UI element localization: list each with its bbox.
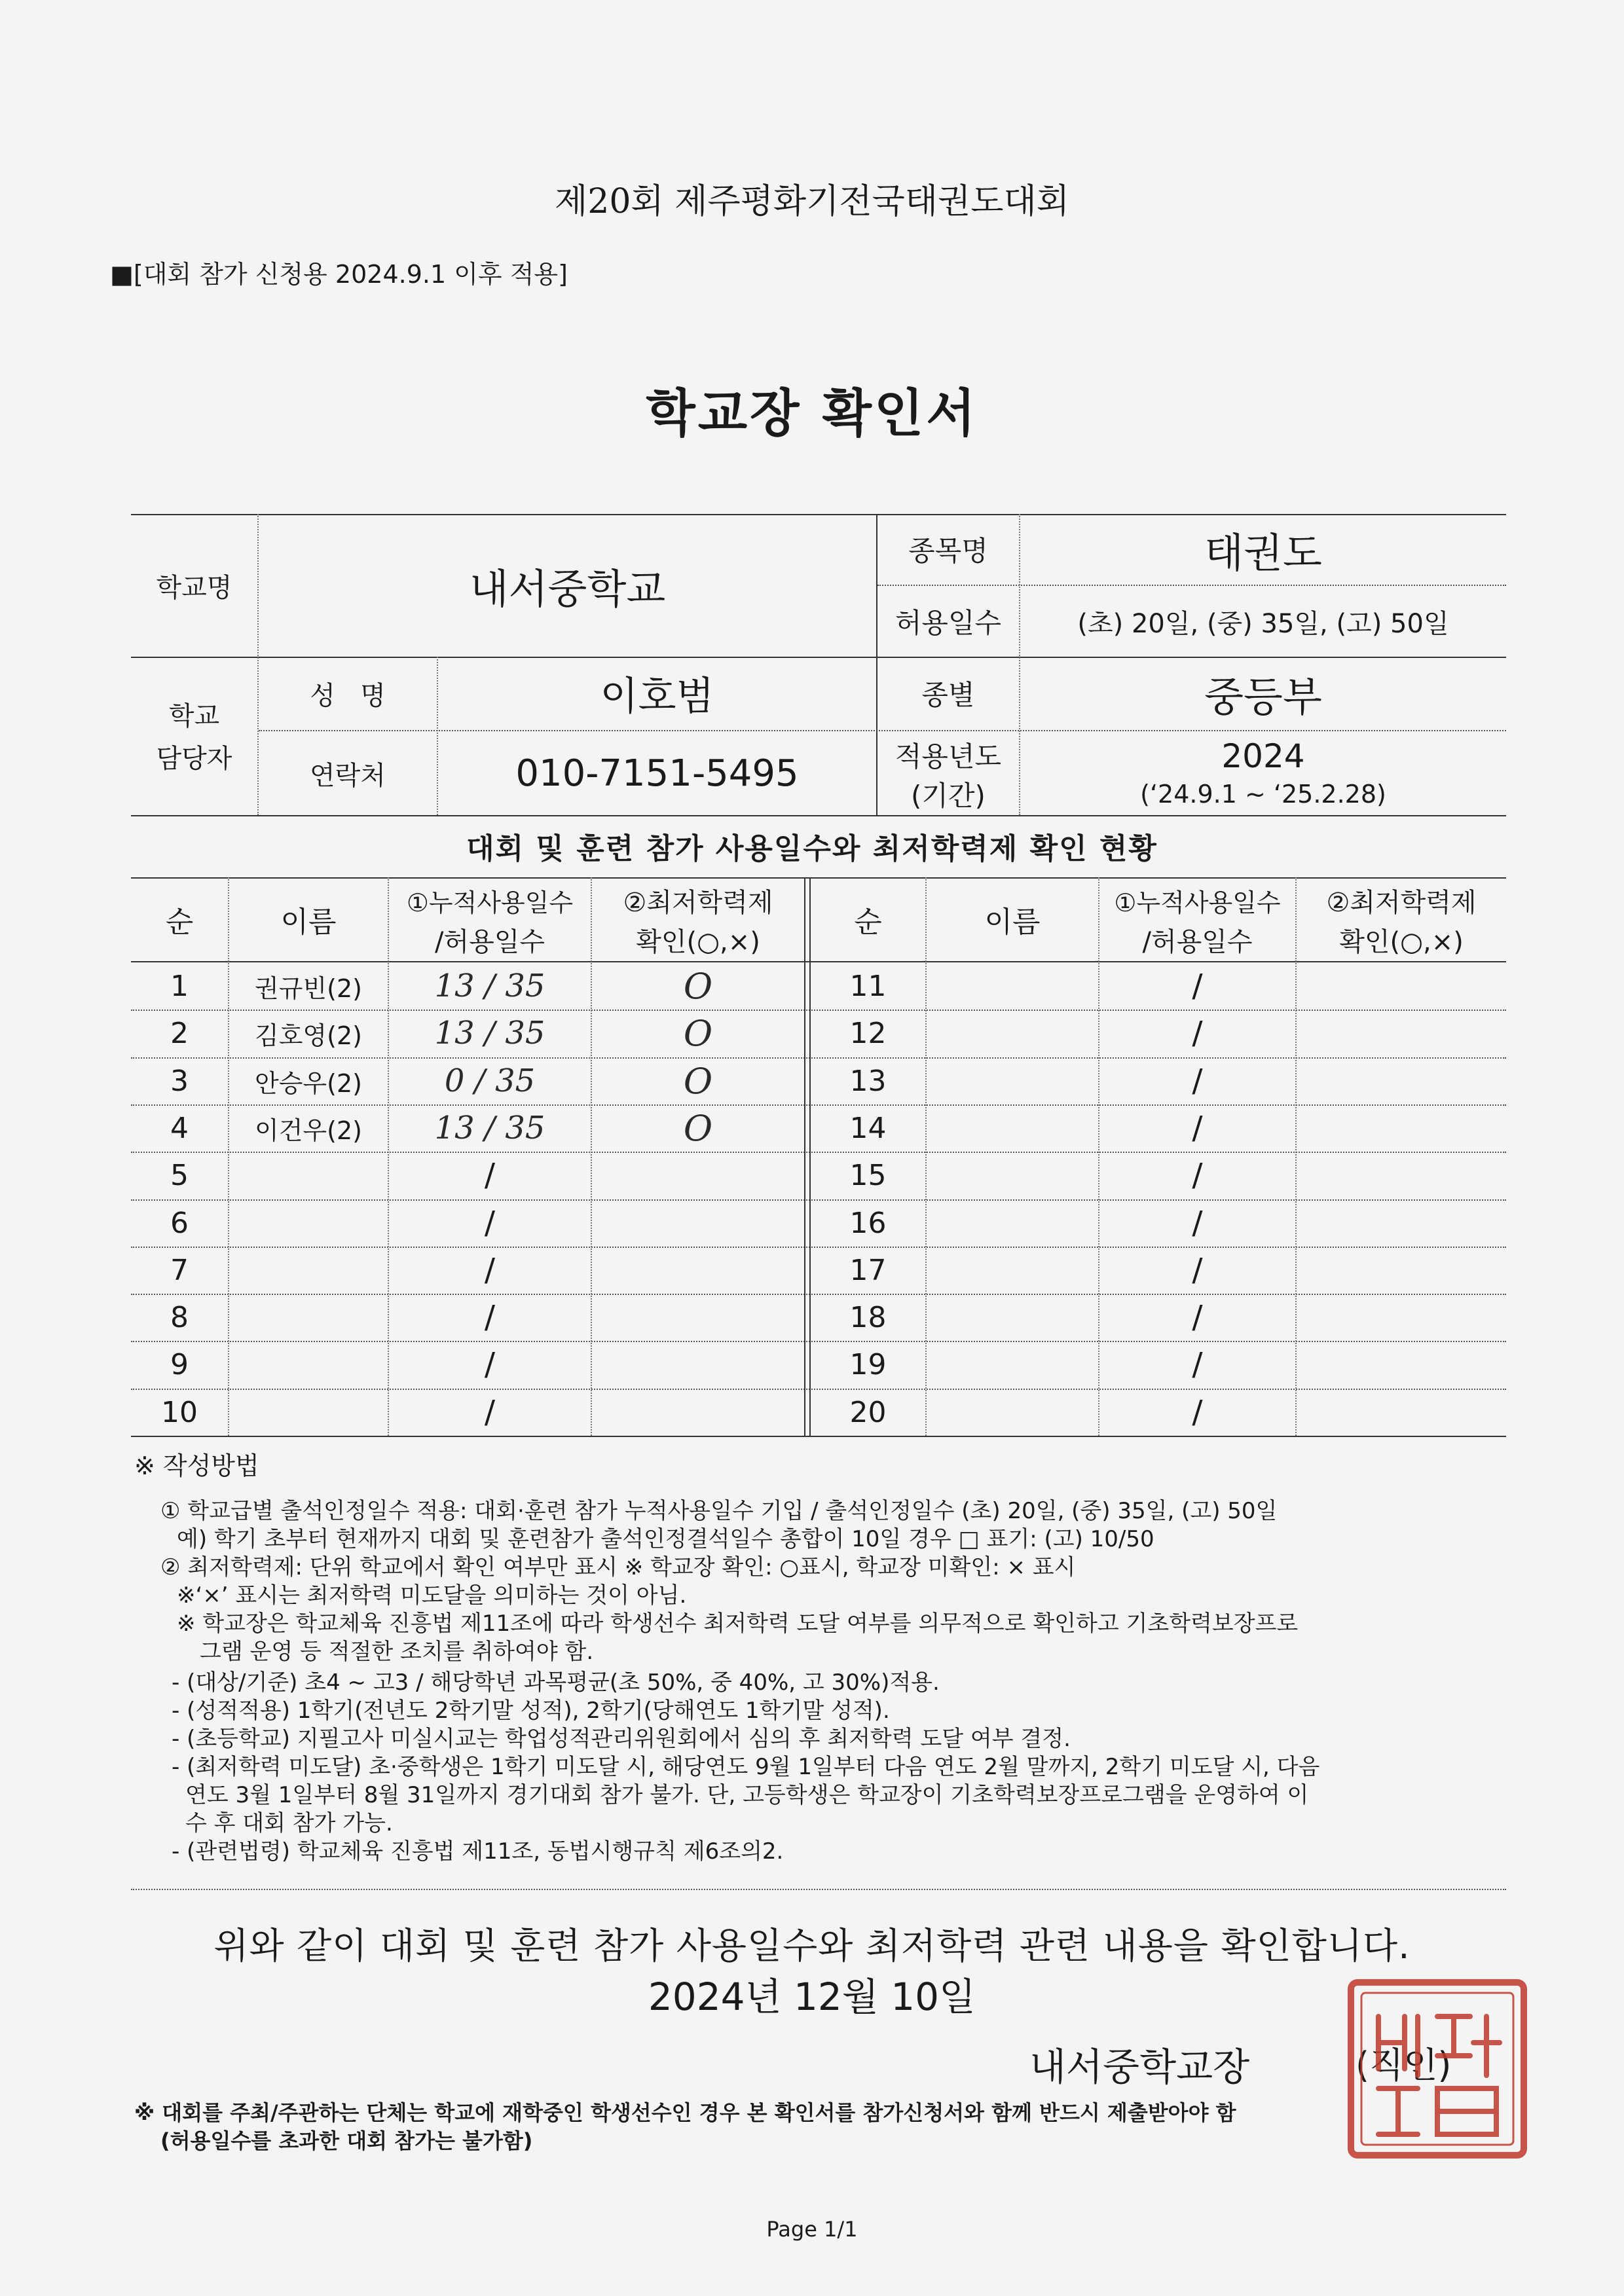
row-days: / (484, 1299, 496, 1336)
staff-label-line1: 학교 (168, 701, 220, 731)
row-days: 0 / 35 (444, 1063, 536, 1099)
note-line: ※ 학교장은 학교체육 진흥법 제11조에 따라 학생선수 최저학력 도달 여부를 의무적으로 확인하고 기초학력보장프로 (177, 1611, 1299, 1637)
allowed-days-value: (초) 20일, (중) 35일, (고) 50일 (1077, 608, 1449, 639)
row-check (1297, 1199, 1506, 1247)
row-no: 10 (161, 1395, 198, 1429)
row-check (592, 1199, 804, 1247)
row-no: 16 (849, 1206, 887, 1240)
row-check: O (683, 1107, 713, 1149)
col-check-header-left-line2: 확인(○,×) (636, 926, 760, 957)
note-line: - (성적적용) 1학기(전년도 2학기말 성적), 2학기(당해연도 1학기말 성적). (172, 1698, 890, 1724)
row-days: / (1192, 1346, 1203, 1383)
row-days: / (1192, 1157, 1203, 1194)
row-days: / (484, 1346, 496, 1383)
row-name (927, 1057, 1098, 1104)
row-name: 이건우(2) (255, 1116, 362, 1145)
school-name-label: 학교명 (156, 572, 232, 603)
note-line: - (초등학교) 지필고사 미실시교는 학업성적관리위원회에서 심의 후 최저학력 도달 여부 결정. (172, 1726, 1071, 1752)
sport-label: 종목명 (908, 535, 988, 567)
row-days: / (1192, 1205, 1203, 1241)
row-name: 권규빈(2) (255, 974, 362, 1003)
col-name-header-right: 이름 (984, 905, 1041, 939)
row-name (927, 1294, 1098, 1341)
row-check (1297, 962, 1506, 1010)
row-days: / (1192, 1015, 1203, 1051)
col-check-header-left-line1: ②최저학력제 (623, 887, 773, 918)
period-range: (‘24.9.1 ~ ‘25.2.28) (1140, 780, 1386, 809)
row-no: 12 (849, 1016, 887, 1050)
row-name: 김호영(2) (255, 1021, 362, 1050)
row-check (1297, 1152, 1506, 1199)
row-no: 4 (170, 1111, 189, 1145)
confirmation-date: 2024년 12월 10일 (648, 1975, 976, 2019)
row-check (592, 1294, 804, 1341)
col-days-header-right-line1: ①누적사용일수 (1114, 888, 1281, 917)
row-name (927, 1010, 1098, 1057)
col-days-header-left-line2: /허용일수 (434, 926, 545, 957)
note-line: - (관련법령) 학교체육 진흥법 제11조, 동법시행규칙 제6조의2. (172, 1838, 784, 1865)
col-days-header-left-line1: ①누적사용일수 (406, 888, 574, 917)
row-no: 11 (849, 969, 887, 1003)
row-days: / (484, 1157, 496, 1194)
row-no: 20 (849, 1395, 887, 1429)
row-check (1297, 1104, 1506, 1152)
row-days: / (1192, 1063, 1203, 1099)
note-line: - (대상/기준) 초4 ~ 고3 / 해당학년 과목평균(초 50%, 중 40%, 고 30%)적용. (172, 1669, 940, 1696)
row-days: / (1192, 1252, 1203, 1288)
row-name (229, 1294, 388, 1341)
row-name: 안승우(2) (255, 1068, 362, 1098)
row-name (927, 1152, 1098, 1199)
period-label-line1: 적용년도 (895, 740, 1002, 773)
col-no-header-left: 순 (165, 905, 194, 939)
row-days: / (484, 1205, 496, 1241)
row-check (1297, 1057, 1506, 1104)
row-days: 13 / 35 (434, 1110, 545, 1146)
staff-label-line2: 담당자 (156, 743, 232, 774)
row-name (927, 1104, 1098, 1152)
row-days: / (484, 1394, 496, 1430)
row-no: 2 (170, 1016, 189, 1050)
principal-name: 내서중학교장 (1029, 2045, 1250, 2089)
row-no: 6 (170, 1206, 189, 1240)
official-seal (1346, 1977, 1529, 2160)
footer-warning-line2: (허용일수를 초과한 대회 참가는 불가함) (160, 2128, 533, 2153)
row-days: 13 / 35 (434, 1015, 545, 1051)
row-no: 17 (849, 1253, 887, 1287)
row-check (592, 1152, 804, 1199)
row-check (1297, 1389, 1506, 1436)
col-days-header-right-line2: /허용일수 (1142, 926, 1253, 957)
confirmation-statement: 위와 같이 대회 및 훈련 참가 사용일수와 최저학력 관련 내용을 확인합니다. (213, 1925, 1411, 1967)
note-line: 연도 3월 1일부터 8월 31일까지 경기대회 참가 불가. 단, 고등학생은 학교장이 기초학력보장프로그램을 운영하여 이 (185, 1782, 1309, 1808)
instructions-heading: ※ 작성방법 (134, 1451, 259, 1480)
row-name (927, 1341, 1098, 1388)
row-name (229, 1199, 388, 1247)
seal-label: (직인) (1356, 2045, 1452, 2086)
contact-value: 010-7151-5495 (515, 752, 799, 795)
row-name (229, 1152, 388, 1199)
row-no: 8 (170, 1300, 189, 1334)
row-no: 3 (170, 1064, 189, 1098)
row-name (927, 1389, 1098, 1436)
col-check-header-right-line2: 확인(○,×) (1339, 926, 1464, 957)
note-line: 예) 학기 초부터 현재까지 대회 및 훈련참가 출석인정결석일수 총합이 10일 경우 □ 표기: (고) 10/50 (177, 1526, 1154, 1552)
application-tag: ■[대회 참가 신청용 2024.9.1 이후 적용] (110, 260, 568, 289)
row-check (1297, 1010, 1506, 1057)
note-line: ※‘×’ 표시는 최저학력 미도달을 의미하는 것이 아님. (177, 1582, 687, 1609)
row-no: 19 (849, 1347, 887, 1381)
col-name-header-left: 이름 (280, 905, 337, 939)
event-title: 제20회 제주평화기전국태권도대회 (555, 181, 1069, 221)
row-no: 15 (849, 1158, 887, 1192)
row-name (229, 1389, 388, 1436)
row-check: O (683, 965, 713, 1007)
row-check (1297, 1247, 1506, 1294)
row-no: 7 (170, 1253, 189, 1287)
row-name (927, 1199, 1098, 1247)
col-no-header-right: 순 (854, 905, 882, 939)
division-label: 종별 (921, 679, 975, 711)
period-label-line2: (기간) (911, 779, 986, 812)
row-check: O (683, 1012, 713, 1054)
note-line: ② 최저학력제: 단위 학교에서 확인 여부만 표시 ※ 학교장 확인: ○표시, 학교장 미확인: × 표시 (160, 1554, 1076, 1580)
row-no: 1 (170, 969, 189, 1003)
row-check (592, 1341, 804, 1388)
note-line: 그램 운영 등 적절한 조치를 취하여야 함. (200, 1639, 594, 1665)
name-label: 성 명 (310, 680, 386, 711)
row-no: 14 (849, 1111, 887, 1145)
school-name-value: 내서중학교 (469, 564, 666, 613)
row-days: / (1192, 1394, 1203, 1430)
row-check: O (683, 1060, 713, 1102)
document-title: 학교장 확인서 (646, 384, 978, 443)
note-line: - (최저학력 미도달) 초·중학생은 1학기 미도달 시, 해당연도 9월 1일부터 다음 연도 2월 말까지, 2학기 미도달 시, 다음 (172, 1754, 1320, 1780)
staff-name-value: 이호범 (600, 674, 714, 720)
row-name (927, 962, 1098, 1010)
row-days: / (484, 1252, 496, 1288)
row-days: / (1192, 1299, 1203, 1336)
allowed-days-label: 허용일수 (895, 607, 1002, 639)
row-no: 5 (170, 1158, 189, 1192)
footer-warning-line1: ※ 대회를 주최/주관하는 단체는 학교에 재학중인 학생선수인 경우 본 확인서를 참가신청서와 함께 반드시 제출받아야 함 (134, 2100, 1236, 2125)
row-check (592, 1389, 804, 1436)
row-no: 13 (849, 1064, 887, 1098)
row-check (1297, 1294, 1506, 1341)
period-year: 2024 (1221, 737, 1305, 775)
note-line: ① 학교급별 출석인정일수 적용: 대회·훈련 참가 누적사용일수 기입 / 출석인정일수 (초) 20일, (중) 35일, (고) 50일 (160, 1498, 1278, 1524)
col-check-header-right-line1: ②최저학력제 (1326, 887, 1477, 918)
row-check (1297, 1341, 1506, 1388)
row-name (927, 1247, 1098, 1294)
row-name (229, 1247, 388, 1294)
page-number: Page 1/1 (766, 2217, 858, 2242)
row-days: 13 / 35 (434, 968, 545, 1004)
division-value: 중등부 (1204, 672, 1322, 721)
row-no: 9 (170, 1347, 189, 1381)
sport-value: 태권도 (1204, 528, 1322, 577)
row-days: / (1192, 1110, 1203, 1146)
row-days: / (1192, 968, 1203, 1004)
row-name (229, 1341, 388, 1388)
row-check (592, 1247, 804, 1294)
status-table-title: 대회 및 훈련 참가 사용일수와 최저학력제 확인 현황 (466, 832, 1158, 866)
note-line: 수 후 대회 참가 가능. (185, 1810, 393, 1836)
row-no: 18 (849, 1300, 887, 1334)
contact-label: 연락처 (310, 760, 386, 791)
